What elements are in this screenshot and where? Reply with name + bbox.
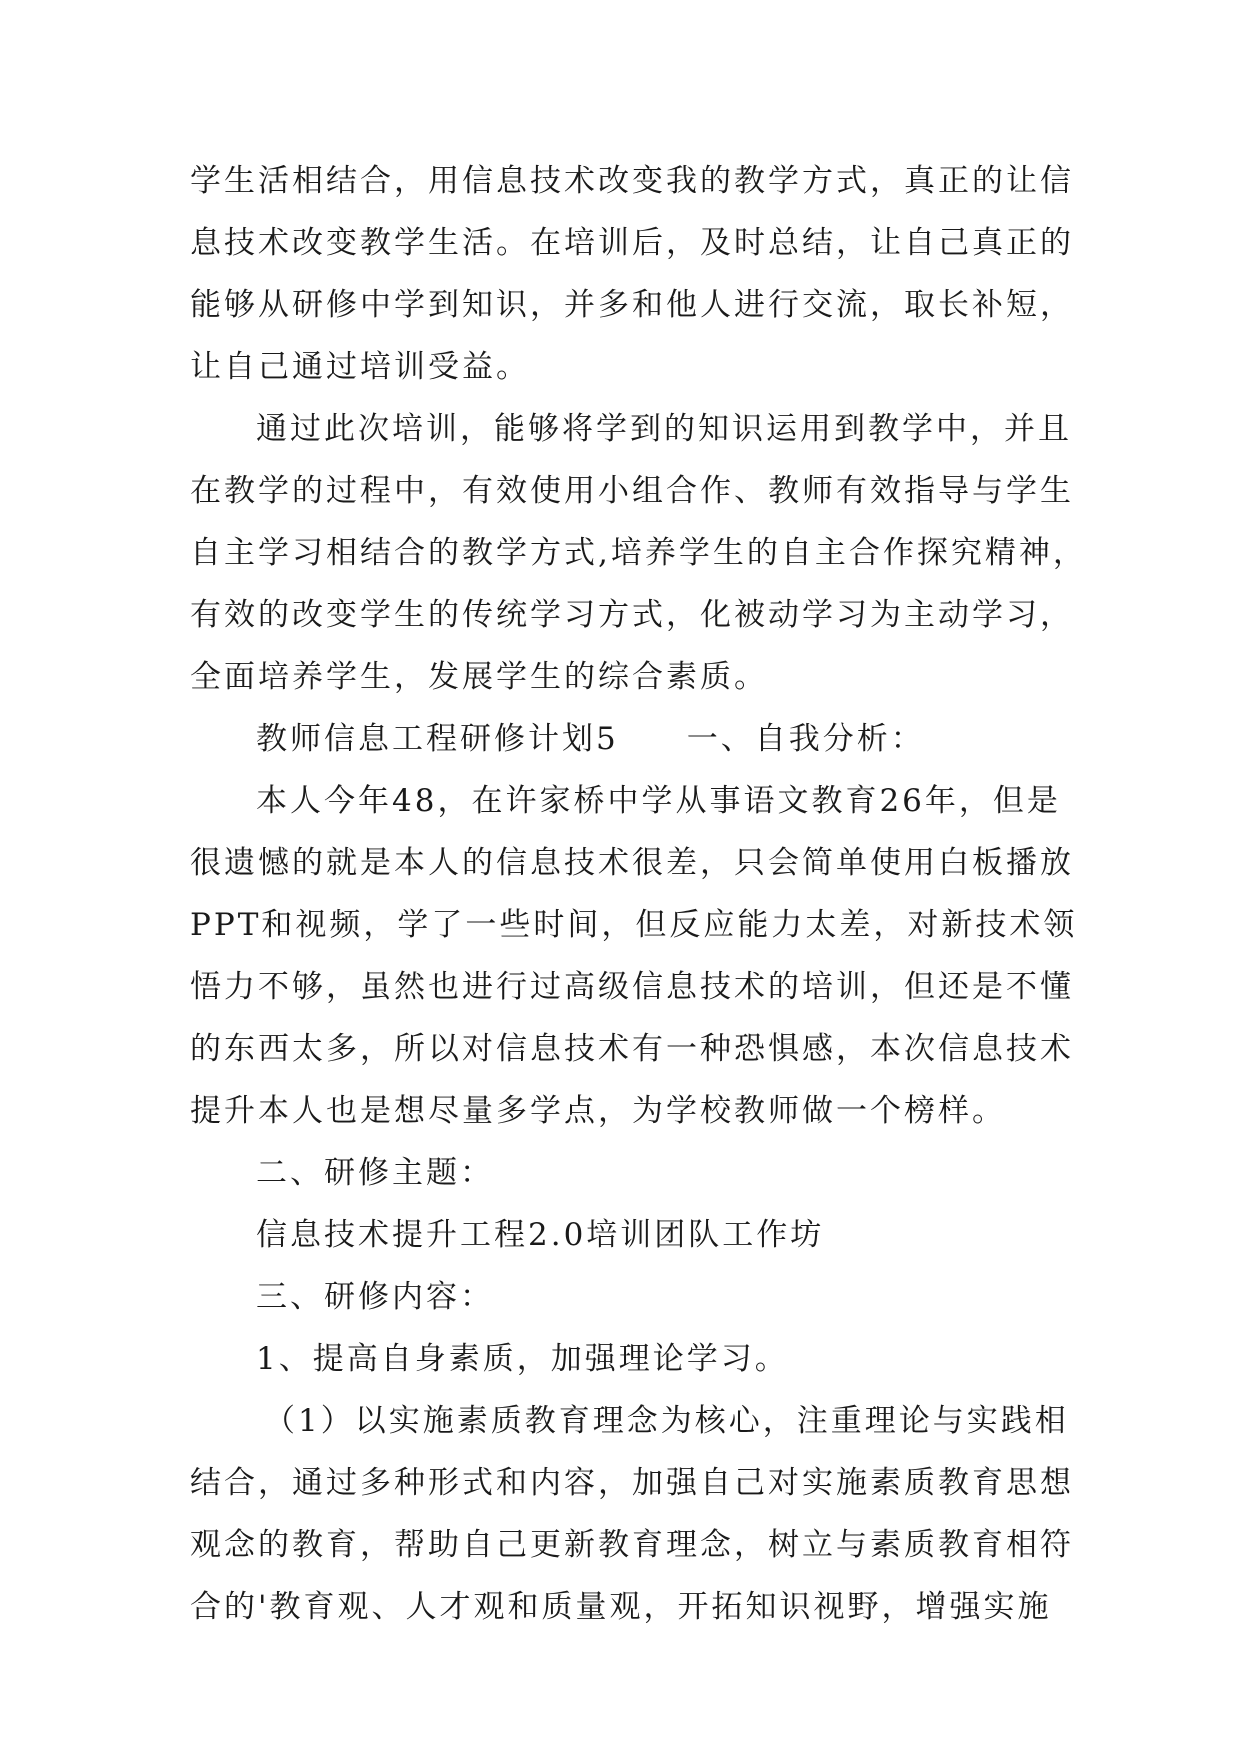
text-line-3: 能够从研修中学到知识，并多和他人进行交流，取长补短，: [190, 287, 1074, 323]
text-line-12: 很遗憾的就是本人的信息技术很差，只会简单使用白板播放: [190, 845, 1074, 881]
text-line-8: 有效的改变学生的传统学习方式，化被动学习为主动学习，: [190, 597, 1074, 633]
text-line-14: 悟力不够，虽然也进行过高级信息技术的培训，但还是不懂: [190, 969, 1074, 1005]
section-heading-line: 三、研修内容：: [256, 1279, 494, 1315]
section-heading-line: 教师信息工程研修计划5 一、自我分析：: [256, 721, 925, 757]
text-line-7: 自主学习相结合的教学方式,培养学生的自主合作探究精神，: [190, 535, 1087, 571]
text-line-22: 结合，通过多种形式和内容，加强自己对实施素质教育思想: [190, 1465, 1074, 1501]
subsection-heading-line: 1、提高自身素质，加强理论学习。: [256, 1341, 789, 1377]
section-heading-line: 二、研修主题：: [256, 1155, 494, 1191]
text-line-15: 的东西太多，所以对信息技术有一种恐惧感，本次信息技术: [190, 1031, 1074, 1067]
paragraph-start-line: （1）以实施素质教育理念为核心，注重理论与实践相: [264, 1403, 1069, 1439]
text-line-1: 学生活相结合，用信息技术改变我的教学方式，真正的让信: [190, 163, 1074, 199]
paragraph-start-line: 通过此次培训，能够将学到的知识运用到教学中，并且: [256, 411, 1072, 447]
text-line-16: 提升本人也是想尽量多学点，为学校教师做一个榜样。: [190, 1093, 1006, 1129]
text-line-2: 息技术改变教学生活。在培训后，及时总结，让自己真正的: [190, 225, 1074, 261]
text-line-13: PPT和视频，学了一些时间，但反应能力太差，对新技术领: [190, 907, 1078, 943]
section-body-line: 信息技术提升工程2.0培训团队工作坊: [256, 1217, 825, 1253]
paragraph-start-line: 本人今年48，在许家桥中学从事语文教育26年，但是: [256, 783, 1061, 819]
text-line-23: 观念的教育，帮助自己更新教育理念，树立与素质教育相符: [190, 1527, 1074, 1563]
text-line-24: 合的'教育观、人才观和质量观，开拓知识视野，增强实施: [190, 1589, 1052, 1625]
text-line-9: 全面培养学生，发展学生的综合素质。: [190, 659, 768, 695]
text-line-4: 让自己通过培训受益。: [190, 349, 530, 385]
text-line-6: 在教学的过程中，有效使用小组合作、教师有效指导与学生: [190, 473, 1074, 509]
